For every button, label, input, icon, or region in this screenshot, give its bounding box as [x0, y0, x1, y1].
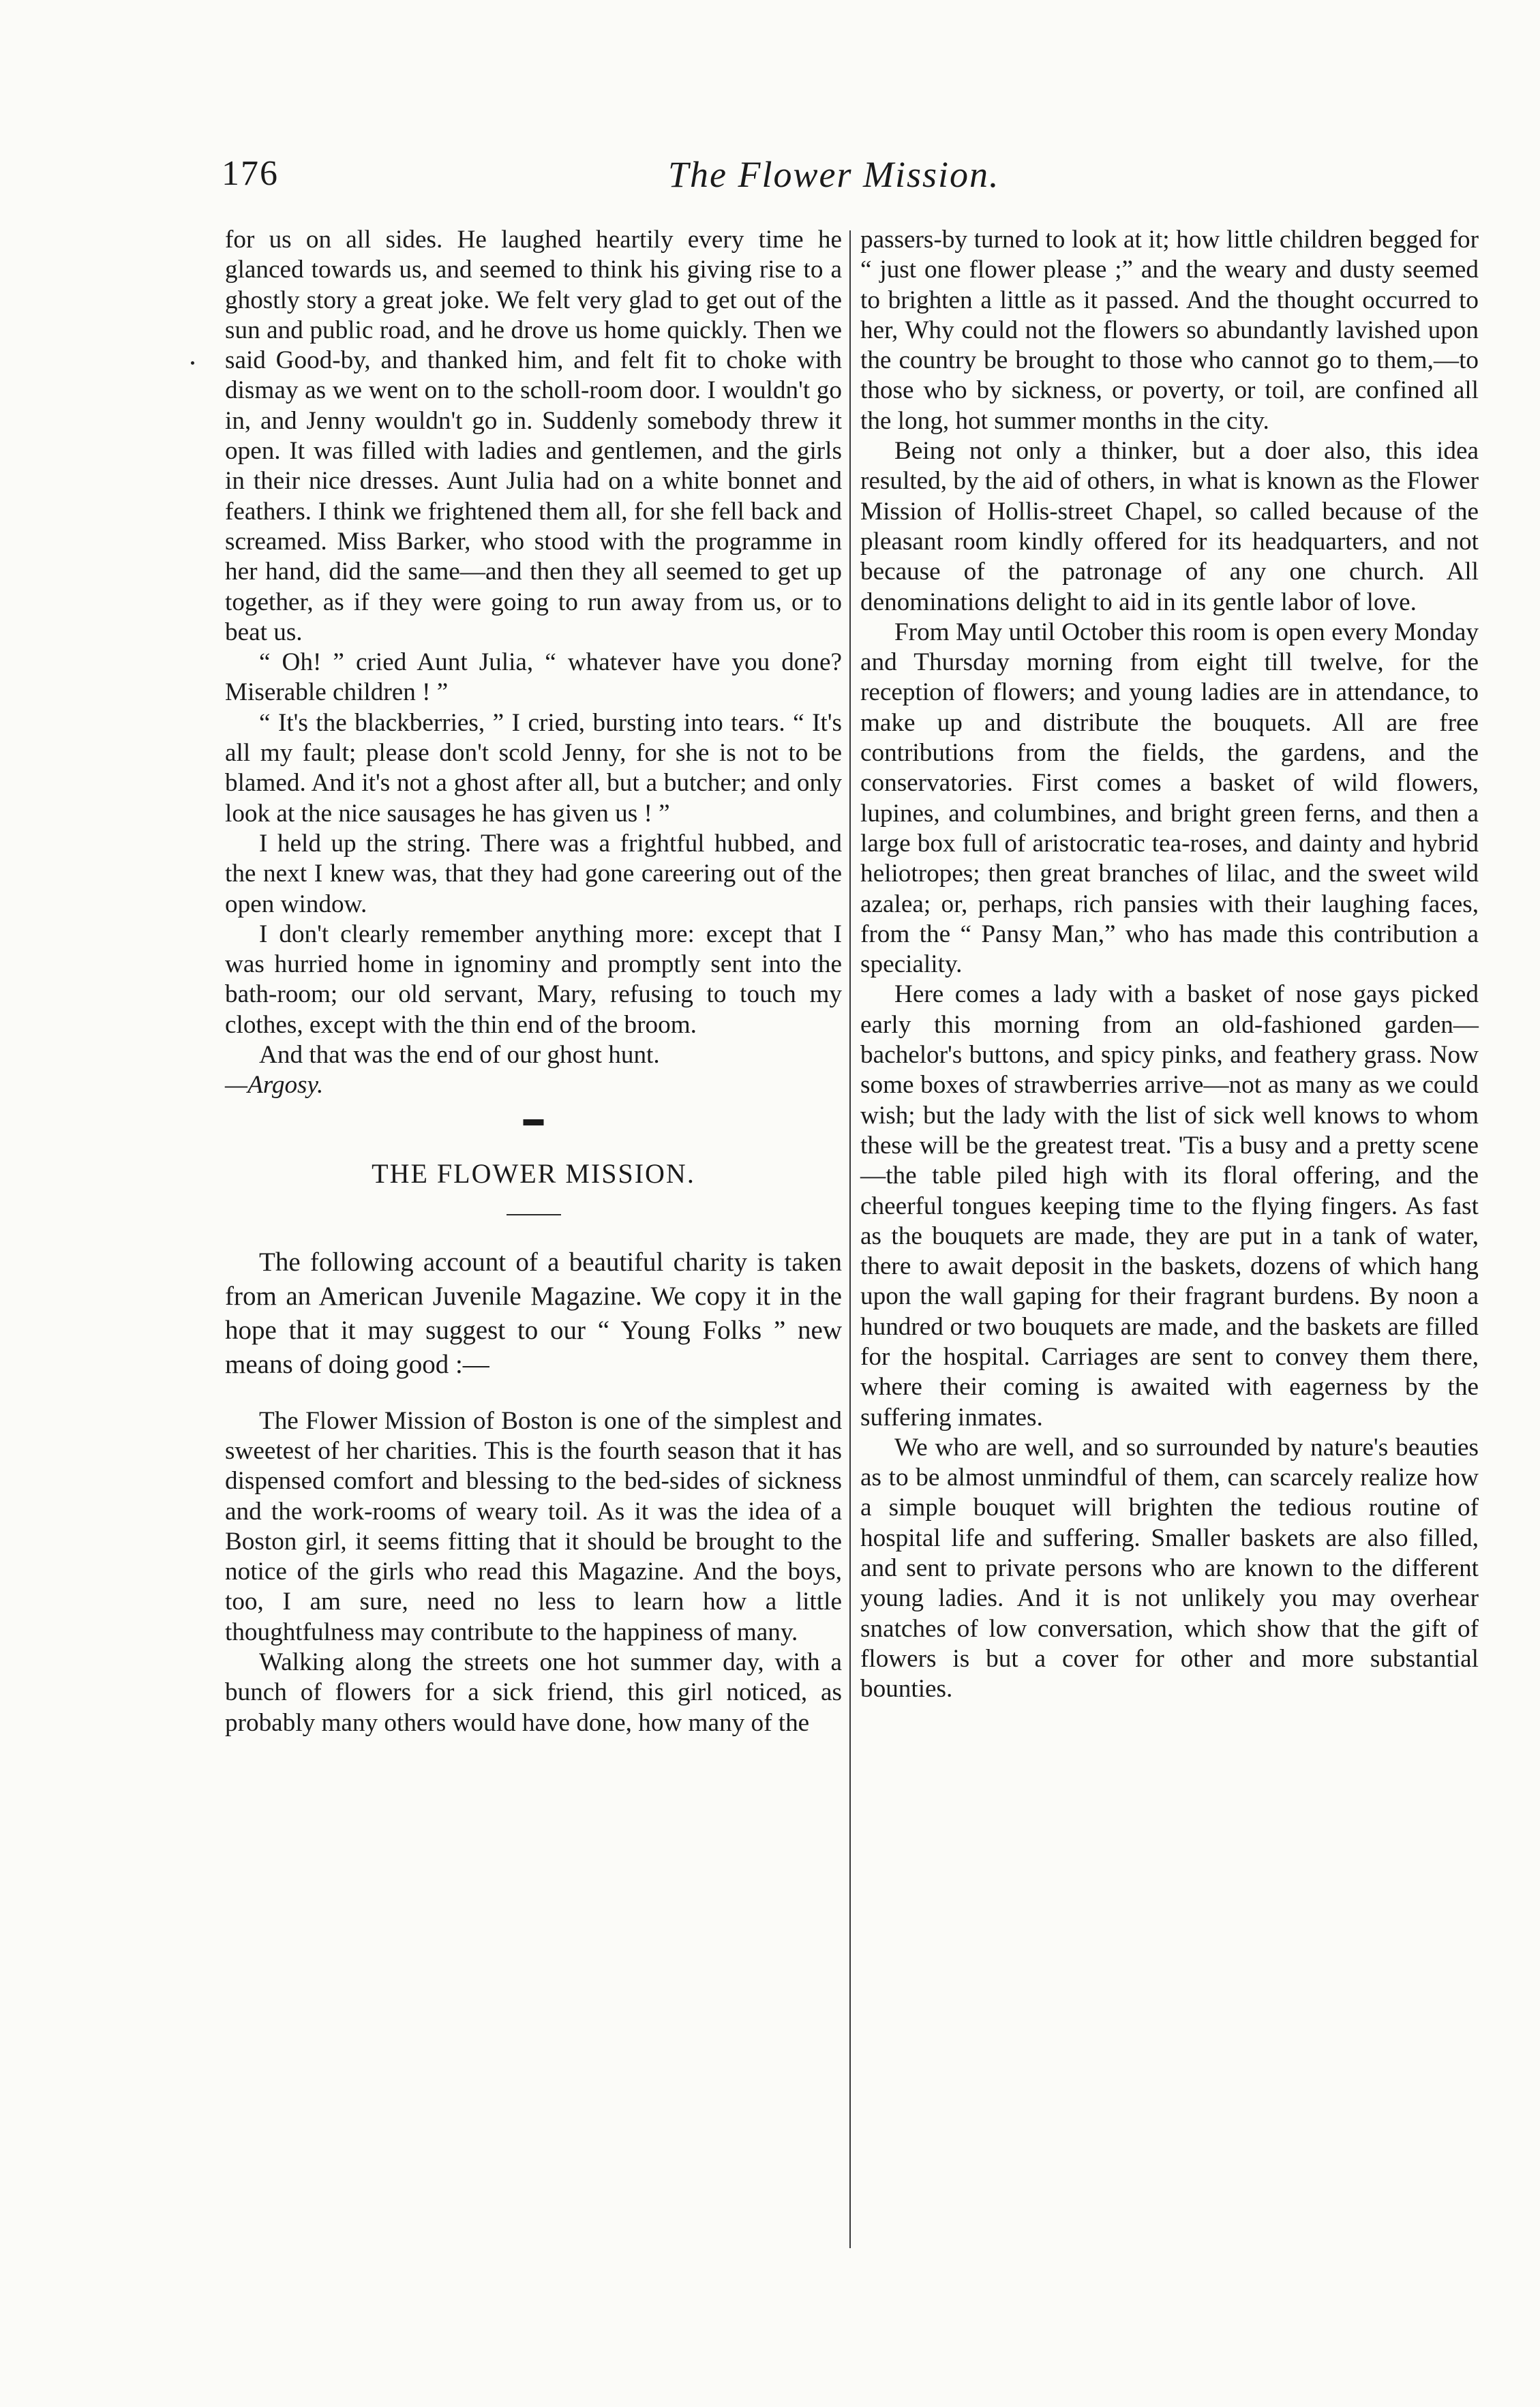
paragraph: We who are well, and so surrounded by nature's beauties as to be almost unmindful of them, can scarcely realize how a simple bouquet will brighten the tedious routine of hospital life and suffering. Smaller baskets are also filled, and sent to private persons who are known to the different young ladies. And it is not unlikely you may overhear snatches of low conversation, which show that the gift of flowers is but a cover for other and more substantial bounties.: [860, 1433, 1479, 1704]
paragraph: The Flower Mission of Boston is one of the simplest and sweetest of her charities. This is the fourth season that it has dispensed comfort and blessing to the bed-sides of sickness and the work-rooms of weary toil. As it was the idea of a Boston girl, it seems fitting that it should be brought to the notice of the girls who read this Magazine. And the boys, too, I am sure, need no less to learn how a little thoughtfulness may contribute to the happiness of many.: [225, 1406, 842, 1646]
section-heading: THE FLOWER MISSION.: [372, 1157, 695, 1189]
paragraph: Being not only a thinker, but a doer also, this idea resulted, by the aid of others, in what is known as the Flower Mission of Hollis-street Chapel, so called because of the pleasant room kindly offered for its headquarters, and not because of the patronage of any one church. All denominations delight to aid in its gentle labor of love.: [860, 437, 1479, 616]
paragraph: “ Oh! ” cried Aunt Julia, “ whatever have you done? Miserable children ! ”: [225, 648, 842, 707]
paragraph: “ It's the blackberries, ” I cried, bursting into tears. “ It's all my fault; please don't scold Jenny, for she is not to be blamed. And it's not a ghost after all, but a butcher; and only look at the nice sausages he has given us ! ”: [225, 708, 842, 828]
paragraph: passers-by turned to look at it; how little children begged for “ just one flower please ;” and the weary and dusty seemed to brighten a little as it passed. And the thought occurred to her, Why could not the flowers so abundantly lavished upon the country be brought to those who cannot go to them,—to those who by sickness, or poverty, or toil, are confined all the long, hot summer months in the city.: [860, 226, 1479, 435]
column-rule: [849, 230, 851, 2248]
paragraph: I held up the string. There was a frightful hubbed, and the next I knew was, that they had gone careering out of the open window.: [225, 829, 842, 918]
spacer: [225, 1382, 842, 1406]
attribution-text: —Argosy.: [225, 1071, 324, 1100]
right-column: [860, 225, 1479, 1705]
margin-speck: [191, 361, 194, 365]
paragraph: From May until October this room is open every Monday and Thursday morning from eight till twelve, for the reception of flowers; and young ladies are in attendance, to make up and distribute the bouquets. All are free contributions from the fields, the gardens, and the conservatories. First comes a basket of wild flowers, lupines, and columbines, and bright green ferns, and then a large box full of aristocratic tea-roses, and dainty and hybrid heliotropes; then great branches of lilac, and the sweet wild azalea; or, perhaps, rich pansies with their laughing faces, from the “ Pansy Man,” who has made this contribution a speciality.: [860, 618, 1479, 979]
paragraph: for us on all sides. He laughed heartily every time he glanced towards us, and seemed to think his giving rise to a ghostly story a great joke. We felt very glad to get out of the sun and public road, and he drove us home quickly. Then we said Good-by, and thanked him, and felt fit to choke with dismay as we went on to the scholl-room door. I wouldn't go in, and Jenny wouldn't go in. Suddenly somebody threw it open. It was filled with ladies and gentlemen, and the girls in their nice dresses. Aunt Julia had on a white bonnet and feathers. I think we frightened them all, for she fell back and screamed. Miss Barker, who stood with the programme in her hand, did the same—and then they all seemed to get up together, as if they were going to run away from us, or to beat us.: [225, 226, 842, 646]
page-number: 176: [222, 154, 279, 193]
paragraph: And that was the end of our ghost hunt.: [259, 1041, 660, 1070]
paragraph: Here comes a lady with a basket of nose gays picked early this morning from an old-fashioned garden—bachelor's buttons, and spicy pinks, and feathery grass. Now some boxes of strawberries arrive—not as many as we could wish; but the lady with the list of sick well knows to whom these will be the greatest treat. 'Tis a busy and a pretty scene—the table piled high with its floral offering, and the cheerful tongues keeping time to the flying fingers. As fast as the bouquets are made, they are put in a tank of water, there to await deposit in the baskets, dozens of which hang upon the wall gaping for their fragrant burdens. By noon a hundred or two bouquets are made, and the baskets are filled for the hospital. Carriages are sent to convey them there, where their coming is awaited with eagerness by the suffering inmates.: [860, 980, 1479, 1432]
intro-paragraph: The following account of a beautiful charity is taken from an American Juvenile Magazine. We copy it in the hope that it may suggest to our “ Young Folks ” new means of doing good :—: [225, 1247, 842, 1379]
paragraph: Walking along the streets one hot summer day, with a bunch of flowers for a sick friend, this girl noticed, as probably many others would have done, how many of the: [225, 1648, 842, 1737]
attribution: [225, 1070, 842, 1100]
left-column: [225, 225, 842, 1738]
section-ornament: ▬: [523, 1107, 544, 1130]
section-rule: [507, 1214, 561, 1215]
intro: [225, 1245, 842, 1382]
page-header: [0, 153, 1540, 208]
paragraph: I don't clearly remember anything more: except that I was hurried home in ignominy and promptly sent into the bath-room; our old servant, Mary, refusing to touch my clothes, except with the thin end of the broom.: [225, 920, 842, 1039]
running-title: The Flower Mission.: [668, 154, 1000, 195]
